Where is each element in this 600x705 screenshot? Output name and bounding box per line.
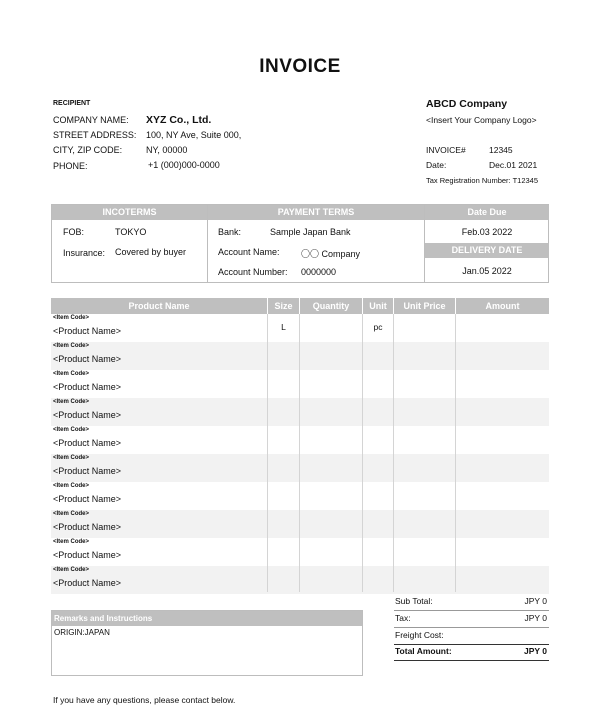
table-row	[51, 426, 549, 454]
phone-value: +1 (000)000-0000	[148, 160, 220, 170]
product-name: <Product Name>	[53, 494, 122, 504]
product-name: <Product Name>	[53, 466, 122, 476]
subtotal-label: Sub Total:	[395, 596, 433, 606]
total-amount-label: Total Amount:	[395, 646, 452, 656]
table-row	[51, 398, 549, 426]
invoice-number-label: INVOICE#	[426, 145, 466, 155]
unit-header: Unit	[363, 298, 393, 314]
invoice-date-label: Date:	[426, 160, 447, 170]
tax-row	[394, 611, 549, 628]
invoice-number-value: 12345	[489, 145, 513, 155]
date-due-value: Feb.03 2022	[461, 227, 513, 237]
insurance-label: Insurance:	[63, 248, 106, 258]
product-name: <Product Name>	[53, 438, 122, 448]
product-name: <Product Name>	[53, 522, 122, 532]
city-zip-value: NY, 00000	[146, 145, 188, 155]
company-name-value: XYZ Co., Ltd.	[146, 114, 212, 126]
item-code: <Item Code>	[53, 455, 90, 461]
item-code: <Item Code>	[53, 315, 90, 321]
bank-value: Sample Japan Bank	[270, 227, 351, 237]
street-address-label: STREET ADDRESS:	[53, 130, 137, 140]
incoterms-header: INCOTERMS	[52, 205, 207, 220]
column-divider	[393, 314, 394, 592]
product-size: L	[281, 322, 286, 332]
subtotal-row	[394, 594, 549, 611]
subtotal-value: JPY 0	[524, 596, 547, 606]
total-amount-value: JPY 0	[523, 646, 547, 656]
account-number-label: Account Number:	[218, 267, 288, 277]
invoice-title: INVOICE	[259, 56, 341, 77]
product-name: <Product Name>	[53, 326, 122, 336]
date-due-header: Date Due	[425, 205, 549, 220]
product-name: <Product Name>	[53, 550, 122, 560]
logo-placeholder: <Insert Your Company Logo>	[426, 115, 537, 125]
sender-company-name: ABCD Company	[426, 98, 508, 110]
item-code: <Item Code>	[53, 399, 90, 405]
product-name: <Product Name>	[53, 382, 122, 392]
column-divider	[455, 314, 456, 592]
remarks-box	[51, 610, 363, 676]
tax-label: Tax:	[395, 613, 411, 623]
table-row	[51, 566, 549, 594]
company-name-label: COMPANY NAME:	[53, 115, 129, 125]
column-divider	[299, 314, 300, 592]
item-code: <Item Code>	[53, 371, 90, 377]
table-row	[51, 538, 549, 566]
insurance-value: Covered by buyer	[115, 247, 187, 257]
column-divider	[267, 314, 268, 592]
remarks-header: Remarks and Instructions	[52, 611, 362, 626]
terms-table	[51, 204, 549, 283]
freight-row	[394, 628, 549, 645]
phone-label: PHONE:	[53, 161, 88, 171]
remarks-text: ORIGIN:JAPAN	[54, 628, 110, 637]
table-row	[51, 370, 549, 398]
table-row	[51, 482, 549, 510]
freight-label: Freight Cost:	[395, 630, 444, 640]
unit-price-header: Unit Price	[394, 298, 455, 314]
item-code: <Item Code>	[53, 511, 90, 517]
item-code: <Item Code>	[53, 483, 90, 489]
invoice-date-value: Dec.01 2021	[489, 160, 538, 170]
amount-header: Amount	[456, 298, 549, 314]
fob-value: TOKYO	[115, 227, 147, 237]
item-code: <Item Code>	[53, 539, 90, 545]
table-row	[51, 342, 549, 370]
fob-label: FOB:	[63, 227, 85, 237]
item-code: <Item Code>	[53, 343, 90, 349]
street-address-value: 100, NY Ave, Suite 000,	[146, 130, 242, 140]
product-name: <Product Name>	[53, 354, 122, 364]
product-name-header: Product Name	[51, 298, 267, 314]
payment-terms-header: PAYMENT TERMS	[208, 205, 424, 220]
quantity-header: Quantity	[300, 298, 362, 314]
account-number-value: 0000000	[301, 267, 337, 277]
contact-note: If you have any questions, please contact below.	[53, 695, 236, 705]
item-code: <Item Code>	[53, 427, 90, 433]
size-header: Size	[268, 298, 299, 314]
item-code: <Item Code>	[53, 567, 90, 573]
product-name: <Product Name>	[53, 578, 122, 588]
delivery-date-value: Jan.05 2022	[462, 266, 512, 276]
table-row	[51, 454, 549, 482]
bank-label: Bank:	[218, 227, 242, 237]
table-row	[51, 314, 549, 342]
account-name-label: Account Name:	[218, 247, 280, 257]
product-unit: pc	[373, 322, 383, 332]
city-zip-label: CITY, ZIP CODE:	[53, 145, 123, 155]
terms-divider	[207, 205, 208, 283]
account-name-value: 〇〇 Company	[301, 249, 361, 259]
column-divider	[362, 314, 363, 592]
total-amount-row	[394, 644, 549, 661]
recipient-heading: RECIPIENT	[53, 100, 91, 107]
table-row	[51, 510, 549, 538]
delivery-date-header: DELIVERY DATE	[425, 243, 549, 258]
tax-registration-number: Tax Registration Number: T12345	[426, 176, 539, 185]
product-name: <Product Name>	[53, 410, 122, 420]
tax-value: JPY 0	[524, 613, 547, 623]
